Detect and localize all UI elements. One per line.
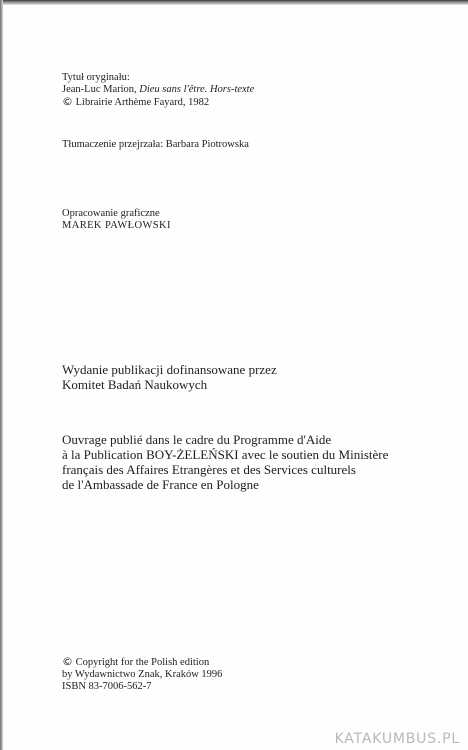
french-note-line-2: à la Publication BOY-ŻELEŃSKI avec le soutien du Ministère [62, 447, 389, 462]
french-note-block [62, 432, 388, 492]
graphic-design-label: Opracowanie graficzne [62, 208, 160, 219]
edition-copyright-line [62, 656, 222, 669]
original-copyright-line [62, 96, 254, 109]
french-note-line-3: français des Affaires Etrangères et des Services culturels [62, 462, 356, 477]
edition-publisher: by Wydawnictwo Znak, Kraków 1996 [62, 669, 223, 680]
original-title: Dieu sans l'être. Hors-texte [139, 84, 255, 95]
translation-review: Tłumaczenie przejrzała: Barbara Piotrowska [62, 139, 249, 150]
watermark: KATAKUMBUS.PL [334, 731, 460, 747]
funding-block [62, 362, 277, 392]
translation-block [62, 139, 249, 151]
page-top-edge [0, 0, 468, 5]
edition-copyright: Copyright for the Polish edition [73, 657, 210, 668]
funding-line-2: Komitet Badań Naukowych [62, 377, 208, 392]
graphic-designer-name: MAREK PAWŁOWSKI [62, 220, 171, 231]
original-title-label: Tytuł oryginału: [62, 72, 130, 83]
original-author: Jean-Luc Marion, [62, 84, 140, 95]
edition-isbn: ISBN 83-7006-562-7 [62, 681, 152, 692]
funding-line-1: Wydanie publikacji dofinansowane przez [62, 362, 277, 377]
copyright-icon: © [62, 655, 73, 668]
original-title-block [62, 72, 254, 109]
original-copyright: Librairie Arthème Fayard, 1982 [73, 97, 210, 108]
french-note-line-1: Ouvrage publié dans le cadre du Programme d'Aide [62, 432, 332, 447]
copyright-icon: © [62, 95, 73, 108]
edition-block [62, 656, 222, 693]
original-title-line [62, 84, 254, 96]
page-left-edge [0, 0, 3, 750]
french-note-line-4: de l'Ambassade de France en Pologne [62, 477, 259, 492]
graphic-design-block [62, 208, 171, 232]
